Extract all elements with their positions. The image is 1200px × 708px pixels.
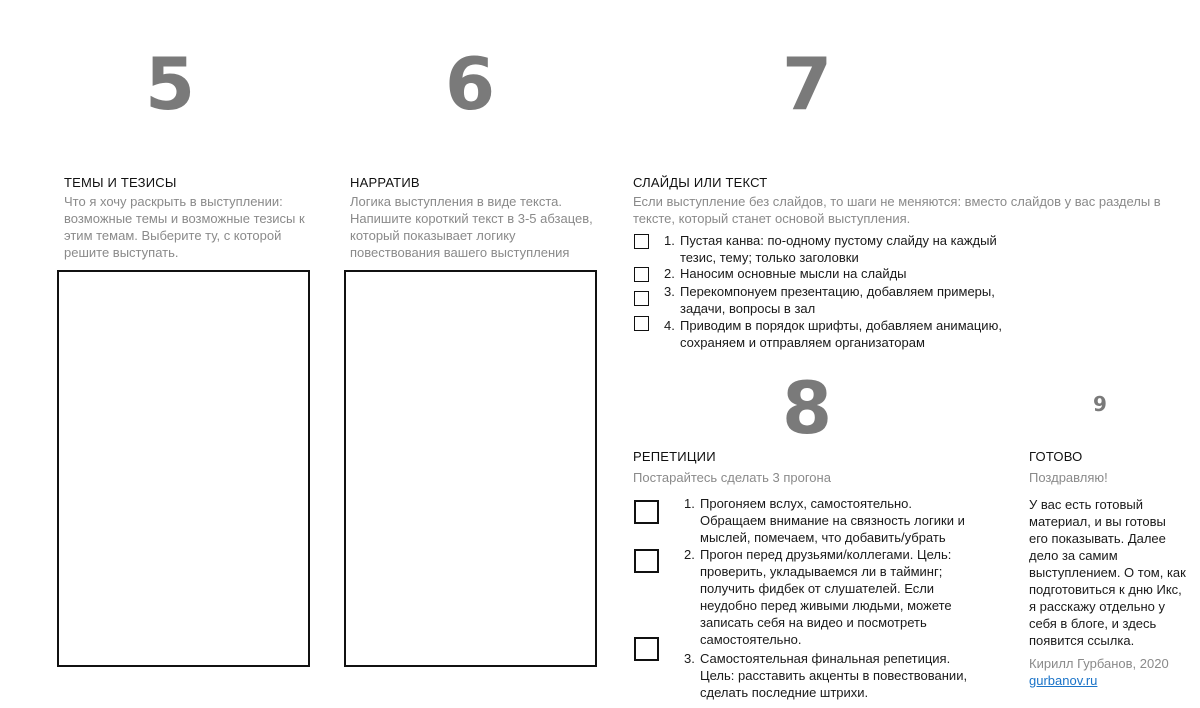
step-5-number: 5 (144, 42, 196, 126)
section-rehearsal-desc: Постарайтесь сделать 3 прогона (633, 470, 831, 485)
slides-item-2: 2. Наносим основные мысли на слайды (664, 266, 907, 281)
rehearsal-item-3: 3. Самостоятельная финальная репетиция. Цель: расставить акценты в повествовании, сделать последние штрихи. (684, 651, 968, 700)
section-slides-title: СЛАЙДЫ ИЛИ ТЕКСТ (633, 175, 768, 190)
section-slides-desc: Если выступление без слайдов, то шаги не меняются: вместо слайдов у вас разделы в тексте, который станет основой выступления. (633, 194, 1161, 226)
slides-checkbox-1[interactable] (634, 234, 649, 249)
rehearsal-item-1: 1. Прогоняем вслух, самостоятельно. Обращаем внимание на связность логики и мыслей, помечаем, что добавить/убрать (684, 496, 965, 545)
section-narrative (350, 175, 610, 261)
section-done-body: У вас есть готовый материал, и вы готовы его показывать. Далее дело за самим выступлением. О том, как подготовиться к дню Икс, я расскажу отдельно у себя в блоге, и здесь появится ссылка. (1029, 497, 1186, 648)
section-done-title: ГОТОВО (1029, 449, 1083, 464)
topics-writing-frame[interactable] (57, 270, 310, 667)
section-rehearsal-title: РЕПЕТИЦИИ (633, 449, 716, 464)
step-9-number: 9 (1093, 392, 1107, 416)
step-8-number: 8 (781, 366, 833, 450)
step-7-number: 7 (781, 42, 833, 126)
slides-checkbox-4[interactable] (634, 316, 649, 331)
rehearsal-checkbox-3[interactable] (634, 637, 659, 661)
section-topics (64, 175, 324, 261)
section-rehearsal (633, 449, 983, 486)
section-done (1029, 449, 1197, 690)
rehearsal-item-2: 2. Прогон перед друзьями/коллегами. Цель: проверить, укладываемся ли в тайминг; получить фидбек от слушателей. Если неудобно перед живыми людьми, можете записать себя на видео и посмотреть самостоятельно. (684, 547, 952, 647)
slides-item-3: 3. Перекомпонуем презентацию, добавляем примеры, задачи, вопросы в зал (664, 284, 995, 316)
section-topics-title: ТЕМЫ И ТЕЗИСЫ (64, 175, 177, 190)
author-credit: Кирилл Гурбанов, 2020 (1029, 656, 1169, 671)
slides-checkbox-2[interactable] (634, 267, 649, 282)
blog-link[interactable]: gurbanov.ru (1029, 673, 1098, 688)
section-narrative-desc: Логика выступления в виде текста. Напишите короткий текст в 3-5 абзацев, который показывает логику повествования вашего выступления (350, 194, 593, 260)
slides-item-1: 1. Пустая канва: по-одному пустому слайду на каждый тезис, тему; только заголовки (664, 233, 997, 265)
section-narrative-title: НАРРАТИВ (350, 175, 420, 190)
section-slides (633, 175, 1173, 227)
rehearsal-checkbox-1[interactable] (634, 500, 659, 524)
step-6-number: 6 (444, 42, 496, 126)
slides-item-4: 4. Приводим в порядок шрифты, добавляем анимацию, сохраняем и отправляем организаторам (664, 318, 1002, 350)
narrative-writing-frame[interactable] (344, 270, 597, 667)
section-done-desc: Поздравляю! (1029, 470, 1108, 485)
rehearsal-checkbox-2[interactable] (634, 549, 659, 573)
section-topics-desc: Что я хочу раскрыть в выступлении: возможные темы и возможные тезисы к этим темам. Выберите ту, с которой решите выступать. (64, 194, 305, 260)
slides-checkbox-3[interactable] (634, 291, 649, 306)
